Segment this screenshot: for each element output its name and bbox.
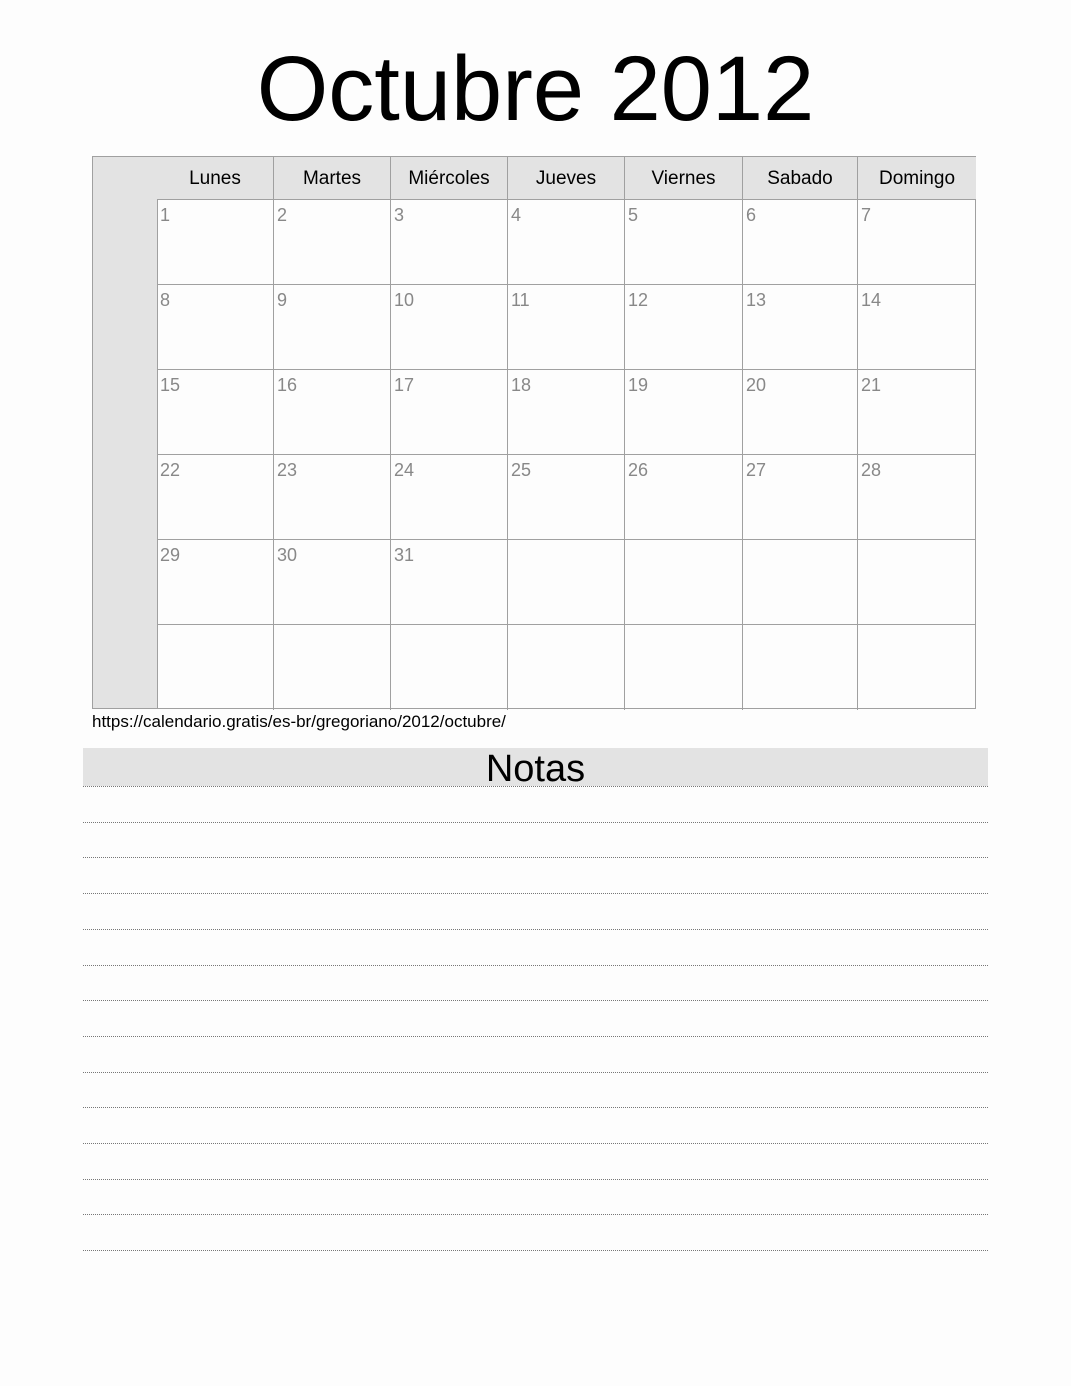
day-cell: [625, 200, 743, 285]
notes-line: [83, 1214, 988, 1215]
day-cell: [508, 285, 625, 370]
day-cell: [743, 455, 858, 540]
day-cell: [743, 370, 858, 455]
notes-line: [83, 1000, 988, 1001]
day-number: 26: [628, 460, 649, 480]
day-cell: [157, 285, 274, 370]
day-number: 23: [277, 460, 298, 480]
day-cell: [743, 540, 858, 625]
day-number: 15: [160, 375, 181, 395]
day-cell: [391, 540, 508, 625]
notes-line: [83, 1036, 988, 1037]
day-cell: [743, 625, 858, 710]
day-cell: [743, 200, 858, 285]
day-cell: [508, 370, 625, 455]
day-cell: [274, 200, 391, 285]
day-cell: [625, 455, 743, 540]
day-number: 7: [861, 205, 872, 225]
day-number: 2: [277, 205, 288, 225]
weekday-header: Martes: [274, 157, 391, 200]
day-number: 13: [746, 290, 767, 310]
day-number: 22: [160, 460, 181, 480]
day-cell: [625, 625, 743, 710]
calendar-grid: [92, 156, 976, 709]
notes-line: [83, 786, 988, 787]
day-cell: [508, 540, 625, 625]
day-number: 18: [511, 375, 532, 395]
day-cell: [508, 200, 625, 285]
day-cell: [858, 200, 976, 285]
day-number: 12: [628, 290, 649, 310]
notes-heading: Notas: [83, 748, 988, 786]
notes-line: [83, 929, 988, 930]
day-cell: [391, 285, 508, 370]
day-number: 25: [511, 460, 532, 480]
day-number: 3: [394, 205, 405, 225]
day-number: 5: [628, 205, 639, 225]
day-cell: [274, 455, 391, 540]
day-cell: [858, 285, 976, 370]
day-cell: [391, 455, 508, 540]
notes-line: [83, 893, 988, 894]
day-number: 11: [511, 290, 530, 310]
day-cell: [157, 200, 274, 285]
day-number: 31: [394, 545, 415, 565]
day-cell: [391, 200, 508, 285]
day-number: 19: [628, 375, 649, 395]
weekday-header: Lunes: [157, 157, 274, 200]
day-number: 4: [511, 205, 522, 225]
notes-line: [83, 1250, 988, 1251]
notes-line: [83, 857, 988, 858]
week-side-column: [93, 157, 158, 708]
day-cell: [274, 370, 391, 455]
day-number: 29: [160, 545, 181, 565]
day-number: 10: [394, 290, 415, 310]
notes-line: [83, 1107, 988, 1108]
day-cell: [858, 370, 976, 455]
weekday-header: Miércoles: [391, 157, 508, 200]
notes-line: [83, 822, 988, 823]
page-title: Octubre 2012: [256, 38, 815, 140]
day-cell: [625, 540, 743, 625]
day-number: 1: [160, 205, 171, 225]
day-number: 6: [746, 205, 757, 225]
day-cell: [858, 540, 976, 625]
notes-line: [83, 1072, 988, 1073]
day-cell: [508, 455, 625, 540]
notes-line: [83, 965, 988, 966]
notes-line: [83, 1179, 988, 1180]
day-number: 8: [160, 290, 171, 310]
weekday-header: Sabado: [743, 157, 858, 200]
day-number: 16: [277, 375, 298, 395]
day-number: 27: [746, 460, 767, 480]
day-cell: [625, 285, 743, 370]
day-cell: [858, 455, 976, 540]
day-number: 24: [394, 460, 415, 480]
day-cell: [274, 625, 391, 710]
day-cell: [391, 625, 508, 710]
day-cell: [157, 455, 274, 540]
day-cell: [157, 625, 274, 710]
source-url: https://calendario.gratis/es-br/gregoriano/2012/octubre/: [92, 712, 506, 731]
day-number: 21: [861, 375, 882, 395]
day-cell: [743, 285, 858, 370]
day-cell: [157, 540, 274, 625]
day-number: 20: [746, 375, 767, 395]
day-cell: [391, 370, 508, 455]
day-cell: [274, 540, 391, 625]
day-cell: [274, 285, 391, 370]
day-cell: [858, 625, 976, 710]
notes-line: [83, 1143, 988, 1144]
day-number: 28: [861, 460, 882, 480]
weekday-header: Domingo: [858, 157, 976, 200]
day-cell: [625, 370, 743, 455]
day-number: 30: [277, 545, 298, 565]
weekday-header: Jueves: [508, 157, 625, 200]
day-number: 14: [861, 290, 882, 310]
day-number: 17: [394, 375, 415, 395]
day-number: 9: [277, 290, 288, 310]
weekday-header: Viernes: [625, 157, 743, 200]
day-cell: [157, 370, 274, 455]
day-cell: [508, 625, 625, 710]
